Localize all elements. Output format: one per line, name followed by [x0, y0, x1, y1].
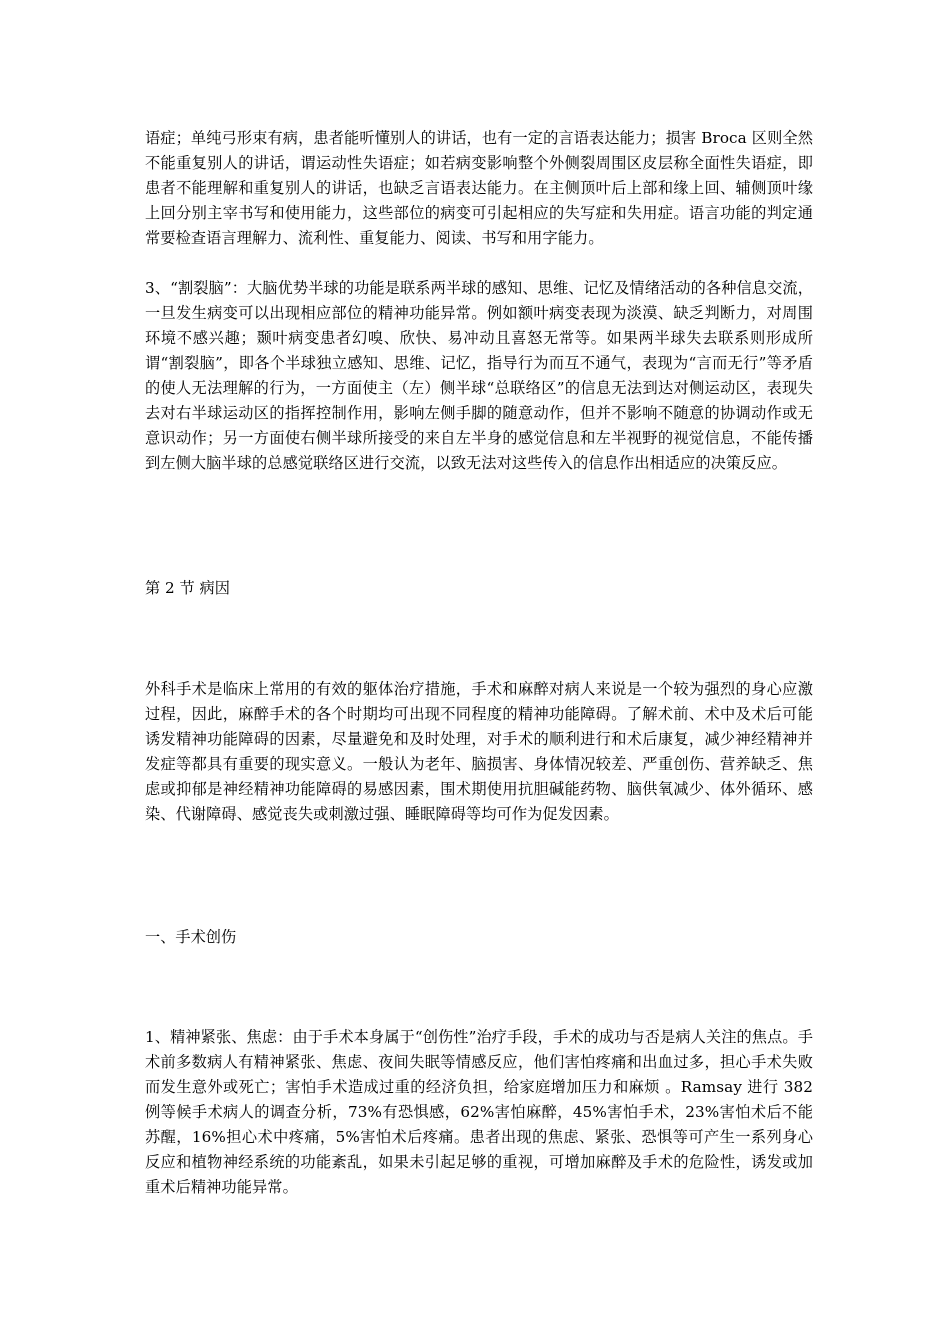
paragraph-aphasia: 语症；单纯弓形束有病，患者能听懂别人的讲话，也有一定的言语表达能力；损害 Broca 区则全然不能重复别人的讲话，谓运动性失语症；如若病变影响整个外侧裂周围区皮层称全面性失语症，即患者不能理解和重复别人的讲话，也缺乏言语表达能力。在主侧顶叶后上部和缘上回、辅侧顶叶缘上回分别主宰书写和使用能力，这些部位的病变可引起相应的失写症和失用症。语言功能的判定通常要检查语言理解力、流利性、重复能力、阅读、书写和用字能力。	[145, 129, 813, 247]
paragraph-etiology: 外科手术是临床上常用的有效的躯体治疗措施，手术和麻醉对病人来说是一个较为强烈的身心应激过程，因此，麻醉手术的各个时期均可出现不同程度的精神功能障碍。了解术前、术中及术后可能诱发精神功能障碍的因素，尽量避免和及时处理，对手术的顺利进行和术后康复，减少神经精神并发症等都具有重要的现实意义。一般认为老年、脑损害、身体情况较差、严重创伤、营养缺乏、焦虑或抑郁是神经精神功能障碍的易感因素，围术期使用抗胆碱能药物、脑供氧减少、体外循环、感染、代谢障碍、感觉丧失或刺激过强、睡眠障碍等均可作为促发因素。	[145, 680, 813, 823]
section-heading: 第 2 节 病因	[145, 579, 230, 597]
paragraph-split-brain: 3、“割裂脑”：大脑优势半球的功能是联系两半球的感知、思维、记忆及情绪活动的各种信息交流，一旦发生病变可以出现相应部位的精神功能异常。例如额叶病变表现为淡漠、缺乏判断力，对周围环境不感兴趣；颞叶病变患者幻嗅、欣快、易冲动且喜怒无常等。如果两半球失去联系则形成所谓“割裂脑”，即各个半球独立感知、思维、记忆，指导行为而互不通气，表现为“言而无行”等矛盾的使人无法理解的行为，一方面使主（左）侧半球“总联络区”的信息无法到达对侧运动区，表现失去对右半球运动区的指挥控制作用，影响左侧手脚的随意动作，但并不影响不随意的协调动作或无意识动作；另一方面使右侧半球所接受的来自左半身的感觉信息和左半视野的视觉信息，不能传播到左侧大脑半球的总感觉联络区进行交流，以致无法对这些传入的信息作出相适应的决策反应。	[145, 279, 813, 472]
subsection-heading: 一、手术创伤	[145, 928, 237, 946]
paragraph-anxiety: 1、精神紧张、焦虑：由于手术本身属于“创伤性”治疗手段，手术的成功与否是病人关注的焦点。手术前多数病人有精神紧张、焦虑、夜间失眠等情感反应，他们害怕疼痛和出血过多，担心手术失败而发生意外或死亡；害怕手术造成过重的经济负担，给家庭增加压力和麻烦 。Ramsay 进行 382 例等候手术病人的调查分析，73%有恐惧感，62%害怕麻醉，45%害怕手术，23%害怕术后不能苏醒，16%担心术中疼痛，5%害怕术后疼痛。患者出现的焦虑、紧张、恐惧等可产生一系列身心反应和植物神经系统的功能紊乱，如果未引起足够的重视，可增加麻醉及手术的危险性，诱发或加重术后精神功能异常。	[145, 1028, 813, 1196]
